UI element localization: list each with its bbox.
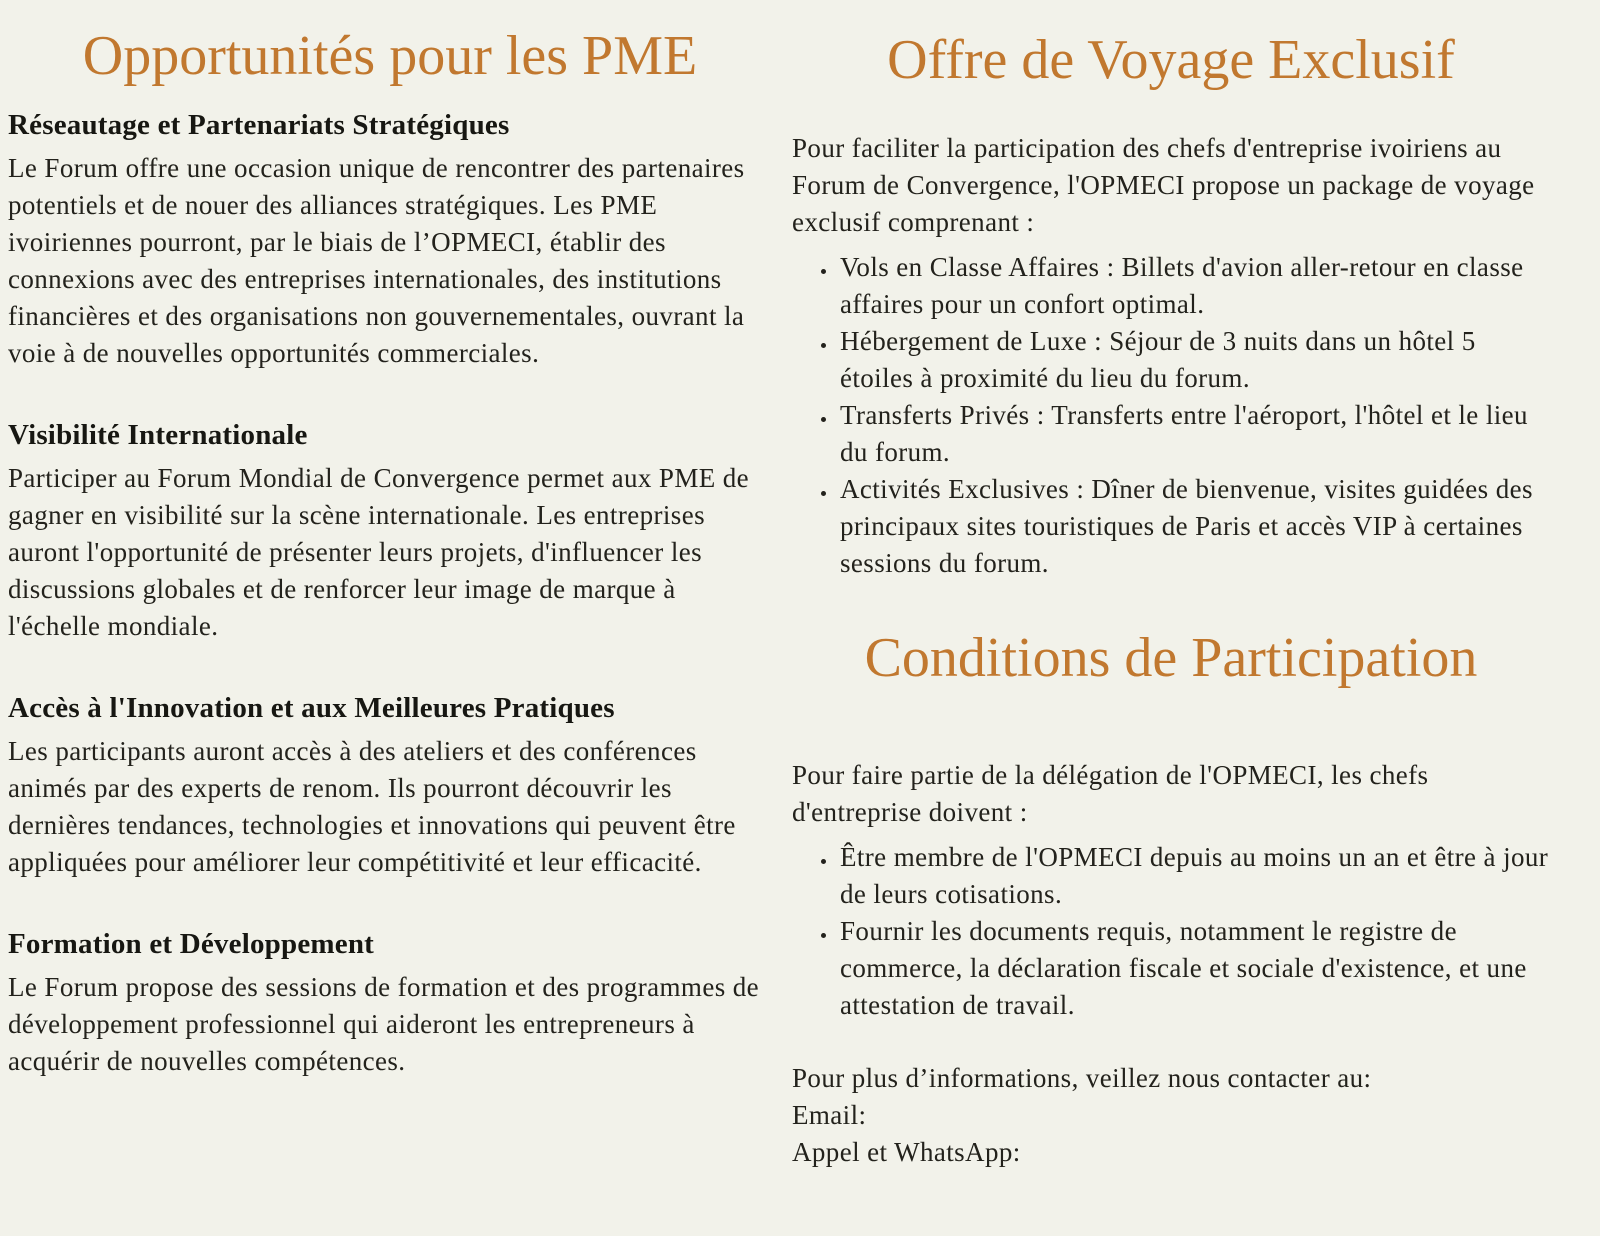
travel-bullet-activities: • Activités Exclusives : Dîner de bienvenue, visites guidées des principaux sites touristiques de Paris et accès VIP à certaines sessions du forum. bbox=[838, 471, 1550, 582]
travel-offer-list bbox=[792, 249, 1550, 582]
conditions-bullet-documents: • Fournir les documents requis, notamment le registre de commerce, la déclaration fiscale et sociale d'existence, et une attestation de travail. bbox=[838, 913, 1550, 1024]
section-training-body: Le Forum propose des sessions de formation et des programmes de développement professionnel qui aideront les entrepreneurs à acquérir de nouvelles compétences. bbox=[8, 971, 760, 1076]
right-column bbox=[786, 0, 1600, 1236]
travel-offer-intro: Pour faciliter la participation des chefs d'entreprise ivoiriens au Forum de Convergence, l'OPMECI propose un package de voyage exclusif comprenant : bbox=[792, 133, 1535, 238]
section-networking-heading: Réseautage et Partenariats Stratégiques bbox=[8, 109, 510, 142]
section-innovation bbox=[8, 693, 772, 881]
contact-email-label: Email: bbox=[792, 1099, 867, 1130]
contact-block bbox=[792, 1060, 1550, 1171]
section-visibility bbox=[8, 420, 772, 645]
contact-info-line: Pour plus d’informations, veillez nous contacter au: bbox=[792, 1062, 1372, 1093]
section-visibility-heading: Visibilité Internationale bbox=[8, 419, 308, 452]
conditions-intro: Pour faire partie de la délégation de l'OPMECI, les chefs d'entreprise doivent : bbox=[792, 759, 1429, 827]
travel-bullet-transfers: • Transferts Privés : Transferts entre l'aéroport, l'hôtel et le lieu du forum. bbox=[838, 397, 1550, 471]
section-innovation-heading: Accès à l'Innovation et aux Meilleures Pratiques bbox=[8, 692, 615, 725]
section-networking bbox=[8, 110, 772, 372]
travel-offer-title: Offre de Voyage Exclusif bbox=[887, 29, 1455, 91]
conditions-bullet-membership: • Être membre de l'OPMECI depuis au moins un an et être à jour de leurs cotisations. bbox=[838, 839, 1550, 913]
conditions-title: Conditions de Participation bbox=[864, 627, 1478, 690]
section-training-heading: Formation et Développement bbox=[8, 928, 375, 961]
section-visibility-body: Participer au Forum Mondial de Convergence permet aux PME de gagner en visibilité sur la scène internationale. Les entreprises auront l'opportunité de présenter leurs projets, d'influencer les discussions globales et de renforcer leur image de marque à l'échelle mondiale. bbox=[8, 463, 750, 642]
section-networking-body: Le Forum offre une occasion unique de rencontrer des partenaires potentiels et de nouer des alliances stratégiques. Les PME ivoiriennes pourront, par le biais de l’OPMECI, établir des connexions avec des entreprises internationales, des institutions financières et des organisations non gouvernementales, ouvrant la voie à de nouvelles opportunités commerciales. bbox=[8, 153, 745, 369]
travel-bullet-hotel: • Hébergement de Luxe : Séjour de 3 nuits dans un hôtel 5 étoiles à proximité du lieu du forum. bbox=[838, 323, 1550, 397]
travel-bullet-flights: • Vols en Classe Affaires : Billets d'avion aller-retour en classe affaires pour un confort optimal. bbox=[838, 249, 1550, 323]
conditions-list bbox=[792, 839, 1550, 1024]
left-column-title: Opportunités pour les PME bbox=[82, 25, 698, 87]
section-training bbox=[8, 929, 772, 1080]
section-innovation-body: Les participants auront accès à des ateliers et des conférences animés par des experts de renom. Ils pourront découvrir les dernières tendances, technologies et innovations qui peuvent être appliquées pour améliorer leur compétitivité et leur efficacité. bbox=[8, 736, 736, 878]
contact-phone-label: Appel et WhatsApp: bbox=[792, 1136, 1021, 1167]
left-column bbox=[0, 0, 786, 1236]
